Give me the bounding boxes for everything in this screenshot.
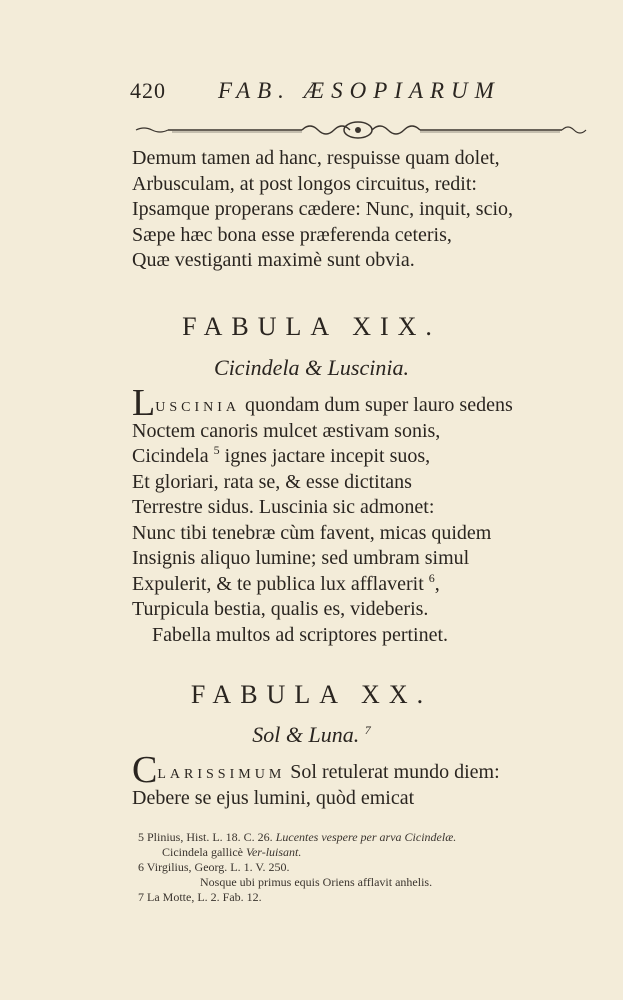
- small-caps: USCINIA: [155, 400, 240, 415]
- note-ref: 7: [364, 723, 371, 737]
- drop-cap: L: [132, 382, 156, 424]
- footnote-quote: Nosque ubi primus equis Oriens afflavit anhelis.: [200, 875, 433, 889]
- verse-line: Nunc tibi tenebræ cùm favent, micas quidem: [132, 521, 492, 544]
- verse-line: [132, 444, 513, 470]
- punctuation: ,: [434, 572, 440, 595]
- footnote-text: Plinius, Hist. L. 18. C. 26.: [147, 830, 273, 844]
- verse-line: Fabella multos ad scriptores pertinet.: [152, 623, 449, 646]
- fable-19-subtitle: Cicindela & Luscinia.: [214, 355, 409, 380]
- running-title: FAB. ÆSOPIARUM: [218, 78, 501, 103]
- fable-20-title: FABULA XX.: [190, 680, 433, 709]
- footnote-5: [138, 830, 456, 845]
- verse-line: Demum tamen ad hanc, respuisse quam dolet,: [132, 147, 500, 169]
- verse-line: Insignis aliquo lumine; sed umbram simul: [132, 547, 470, 569]
- verse-line: Arbusculam, at post longos circuitus, redit:: [132, 172, 477, 195]
- verse-text: quondam dum super lauro sedens: [245, 394, 513, 416]
- verse-text: Cicindela: [132, 445, 209, 467]
- verse-line: Terrestre sidus. Luscinia sic admonet:: [132, 496, 435, 518]
- fable-19-title: FABULA XIX.: [182, 312, 441, 341]
- footnote-text: Cicindela gallicè: [162, 845, 243, 859]
- subtitle-text: Sol & Luna.: [252, 722, 360, 747]
- verse-line: Et gloriari, rata se, & esse dictitans: [132, 470, 412, 493]
- footnote-quote: Lucentes vespere per arva Cicindelæ.: [275, 830, 457, 844]
- fable-20-body: [132, 749, 500, 811]
- footnote-6: [138, 860, 456, 875]
- footnote-number: 6: [138, 860, 144, 874]
- footnotes: [138, 830, 456, 905]
- footnote-text: La Motte, L. 2. Fab. 12.: [147, 890, 262, 904]
- verse-line: Quæ vestiganti maximè sunt obvia.: [132, 249, 415, 271]
- page-number: 420: [130, 78, 166, 103]
- drop-cap: C: [132, 749, 158, 791]
- poem-top: [132, 146, 513, 274]
- note-ref: 6: [428, 570, 435, 585]
- verse-line: Ipsamque properans cædere: Nunc, inquit, scio,: [132, 198, 514, 220]
- footnote-5-cont: [138, 845, 456, 860]
- verse-line: Noctem canoris mulcet æstivam sonis,: [132, 419, 441, 442]
- verse-line: [132, 382, 513, 424]
- ornament-rule: [132, 118, 592, 142]
- verse-line: [132, 749, 500, 791]
- note-ref: 5: [213, 443, 220, 457]
- verse-line: Turpicula bestia, qualis es, videberis.: [132, 598, 429, 620]
- verse-line: Debere se ejus lumini, quòd emicat: [132, 786, 415, 809]
- footnote-number: 5: [138, 830, 144, 844]
- fable-20-subtitle: [0, 722, 623, 748]
- verse-text: Expulerit, & te publica lux afflaverit: [132, 572, 424, 595]
- verse-line: [132, 572, 513, 598]
- verse-text: ignes jactare incepit suos,: [224, 445, 431, 467]
- footnote-6-cont: [138, 875, 456, 890]
- verse-line: Sæpe hæc bona esse præferenda ceteris,: [132, 223, 452, 246]
- footnote-quote: Ver-luisant.: [245, 845, 302, 859]
- verse-text: Sol retulerat mundo diem:: [290, 761, 500, 783]
- fable-19-body: [132, 382, 513, 648]
- footnote-text: Virgilius, Georg. L. 1. V. 250.: [146, 860, 290, 874]
- small-caps: LARISSIMUM: [157, 767, 286, 782]
- footnote-number: 7: [138, 890, 144, 904]
- footnote-7: [138, 890, 456, 905]
- page-header: [130, 78, 530, 108]
